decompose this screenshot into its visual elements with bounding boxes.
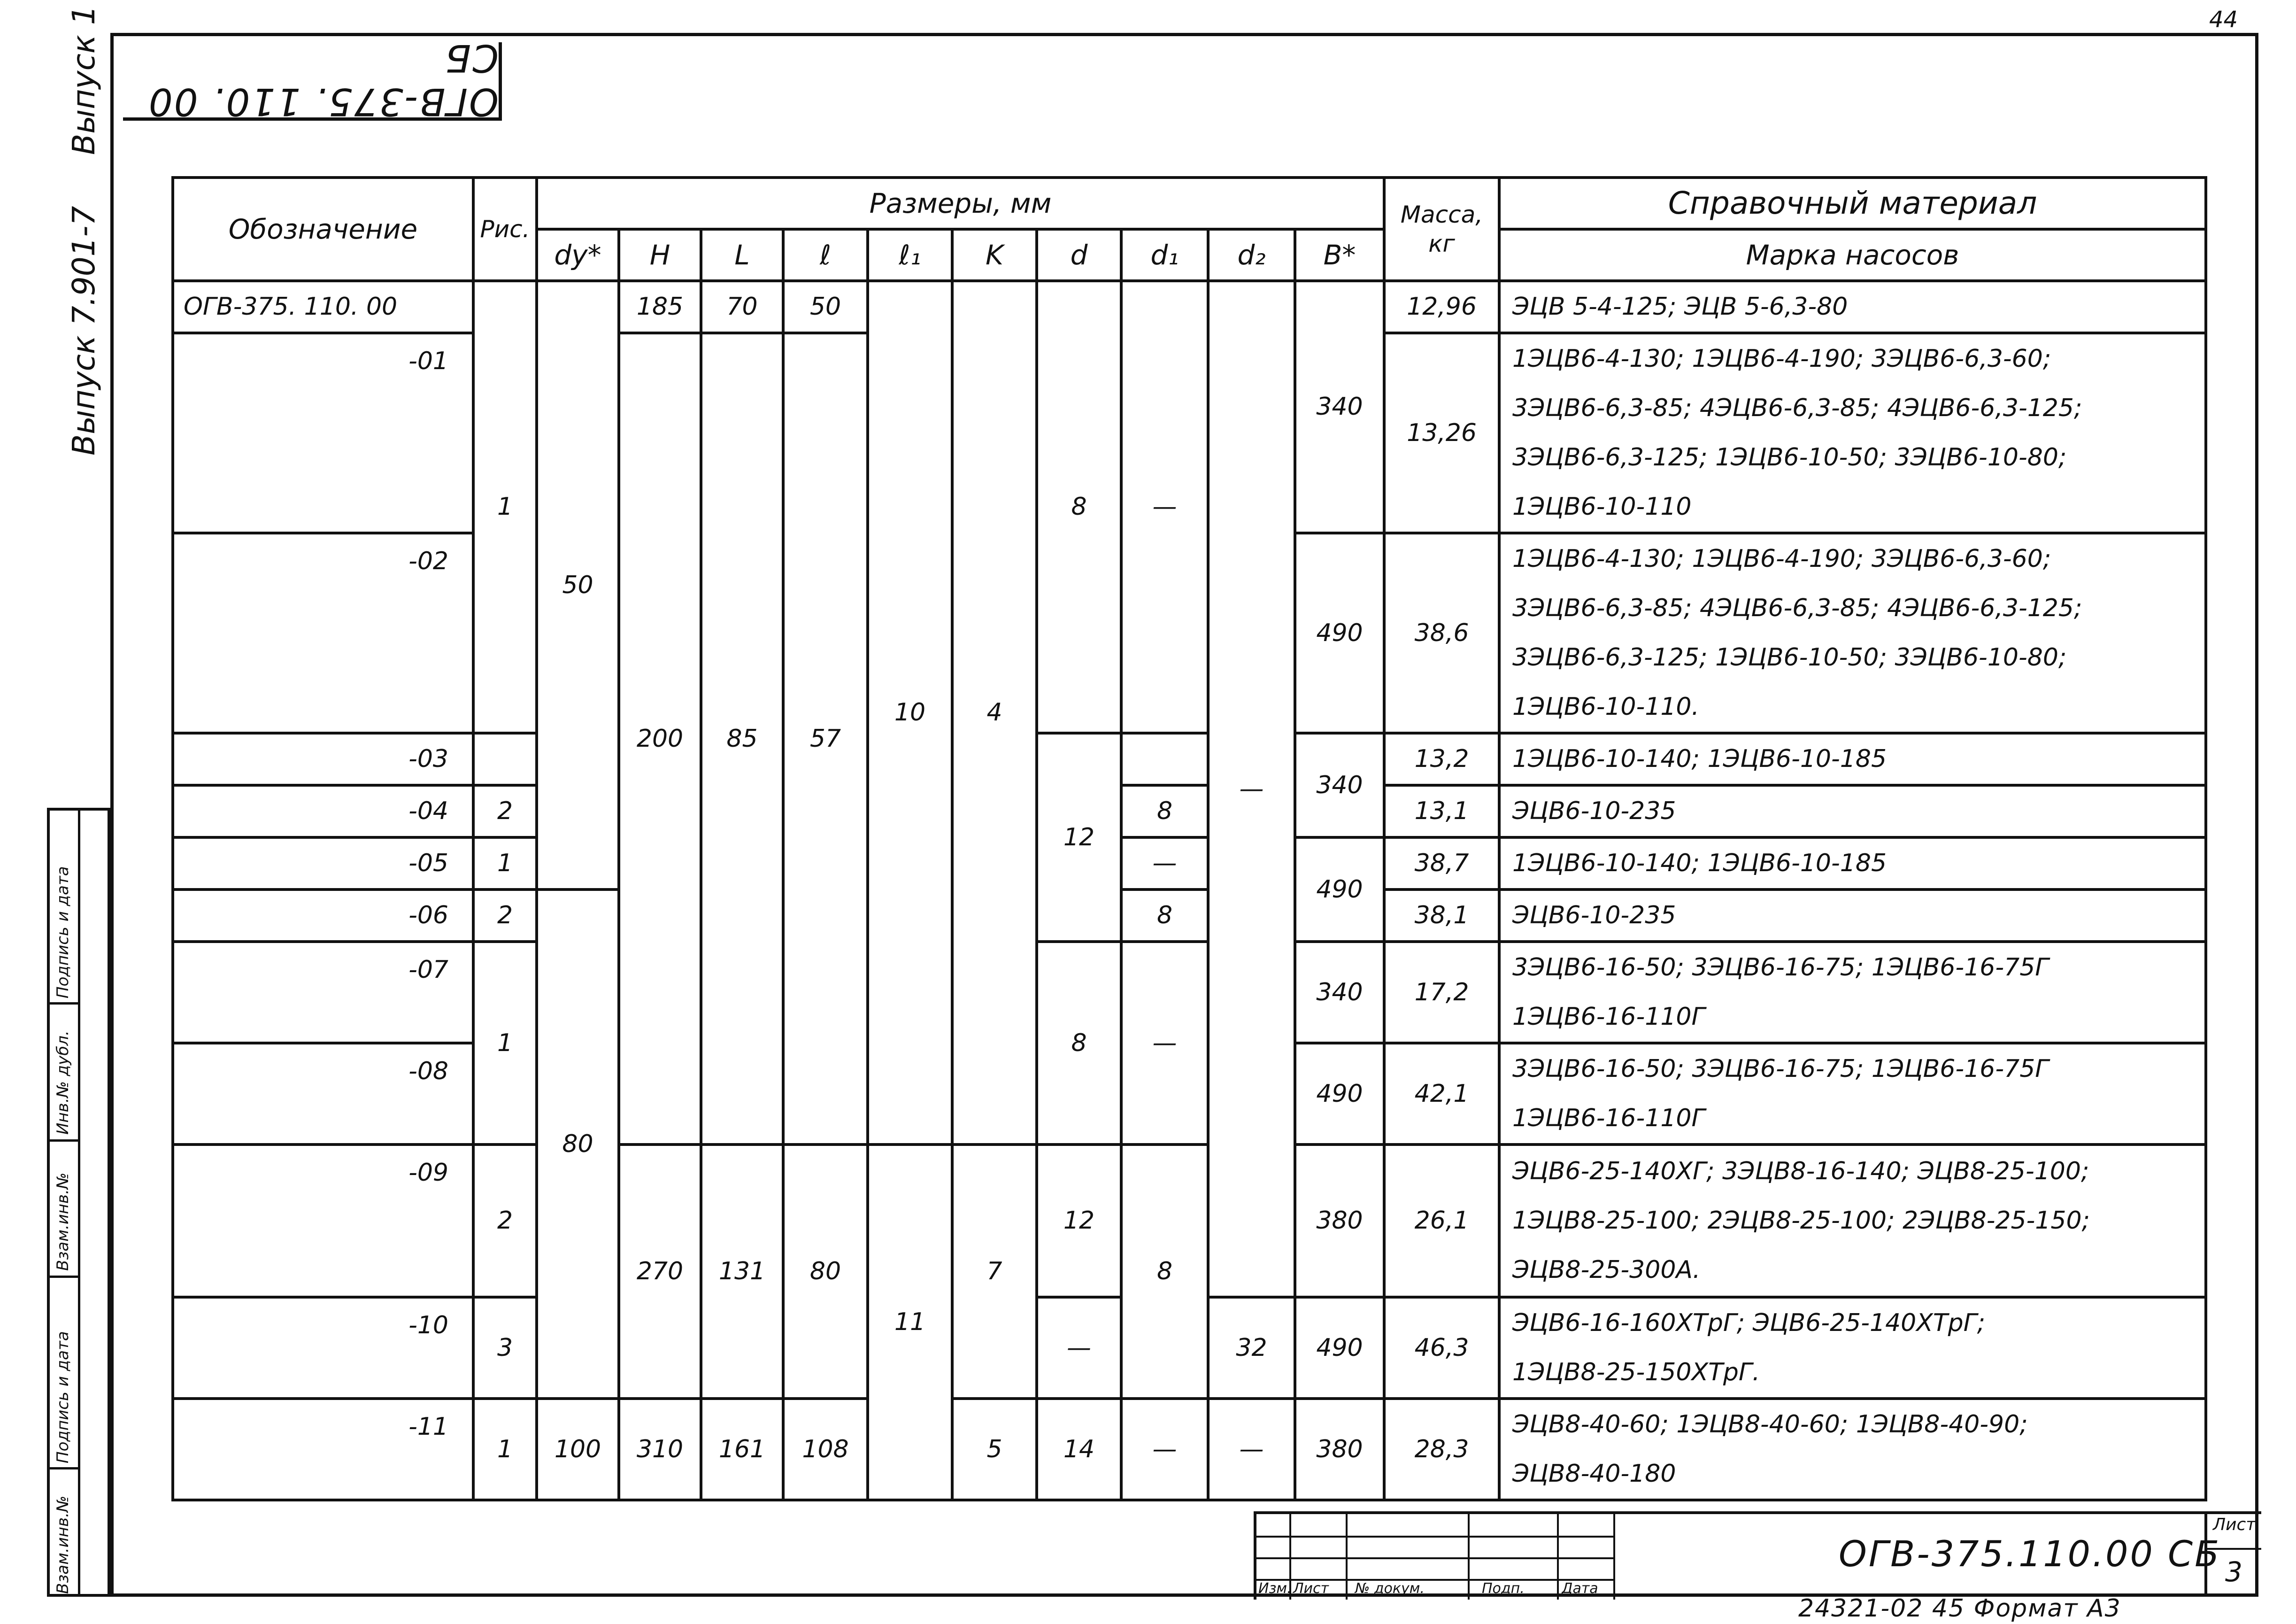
pump-line: 1ЭЦВ6-10-140; 1ЭЦВ6-10-185 — [1512, 745, 1887, 773]
pump-line: ЭЦВ6-25-140ХГ; 3ЭЦВ8-16-140; ЭЦВ8-25-100; — [1512, 1157, 2089, 1185]
side-label-3: Взам.инв.№ — [54, 1172, 72, 1271]
header-pumps: Марка насосов — [1499, 229, 2206, 281]
row-designation: -07 — [173, 942, 473, 1043]
cell-mass: 46,3 — [1384, 1297, 1499, 1399]
cell-pumps — [1499, 1145, 2206, 1297]
pump-line: ЭЦВ6-10-235 — [1512, 901, 1676, 929]
pump-line: ЭЦВ 5-4-125; ЭЦВ 5-6,3-80 — [1512, 293, 1848, 321]
cell-B: 380 — [1295, 1145, 1384, 1297]
cell-mass: 38,6 — [1384, 533, 1499, 733]
title-block — [1254, 1511, 2261, 1600]
header-l: ℓ — [783, 229, 868, 281]
cell-L: 131 — [701, 1145, 783, 1399]
side-label-2: Инв.№ дубл. — [54, 1030, 72, 1135]
pump-line: 3ЭЦВ6-6,3-85; 4ЭЦВ6-6,3-85; 4ЭЦВ6-6,3-125; — [1512, 594, 2082, 622]
cell-pumps — [1499, 1297, 2206, 1399]
margin-vypusk-1: Выпуск 1 — [66, 5, 102, 155]
cell-d1: 8 — [1121, 785, 1208, 837]
tb-header-doc: № докум. — [1355, 1580, 1425, 1597]
row-designation: -04 — [173, 785, 473, 837]
header-ref: Справочный материал — [1499, 178, 2206, 229]
cell-l: 108 — [783, 1399, 868, 1500]
tb-header-sign: Подп. — [1482, 1580, 1525, 1597]
cell-d: 12 — [1037, 733, 1121, 942]
cell-d1: — — [1121, 281, 1208, 733]
cell-fig: 2 — [473, 785, 537, 837]
pump-line: 1ЭЦВ6-16-110Г — [1512, 1003, 1705, 1031]
document-code: ОГВ-375.110.00 СБ — [1839, 1533, 2221, 1575]
row-designation: -01 — [173, 333, 473, 533]
cell-pumps — [1499, 533, 2206, 733]
row-designation: -10 — [173, 1297, 473, 1399]
cell-L: 85 — [701, 333, 783, 1145]
tb-header-date: Дата — [1562, 1580, 1598, 1597]
cell-K: 7 — [952, 1145, 1037, 1399]
header-d2: d₂ — [1208, 229, 1295, 281]
cell-pumps — [1499, 281, 2206, 333]
cell-dy: 80 — [537, 889, 619, 1399]
side-label-4: Подпись и дата — [54, 1331, 72, 1463]
cell-fig: 1 — [473, 942, 537, 1145]
header-fig: Рис. — [473, 178, 537, 281]
cell-d: 8 — [1037, 281, 1121, 733]
footer-format: 24321-02 45 Формат А3 — [1798, 1594, 2121, 1623]
cell-B: 340 — [1295, 733, 1384, 837]
cell-L: 70 — [701, 281, 783, 333]
cell-d2: — — [1208, 1399, 1295, 1500]
cell-mass: 17,2 — [1384, 942, 1499, 1043]
pump-line: 1ЭЦВ8-25-150ХТрГ. — [1512, 1358, 1760, 1386]
row-designation: -11 — [173, 1399, 473, 1500]
sheet-label: Лист — [2213, 1515, 2256, 1534]
cell-mass: 12,96 — [1384, 281, 1499, 333]
top-stamp-text: ОГВ-375. 110. 00 СБ — [147, 36, 499, 124]
cell-l: 57 — [783, 333, 868, 1145]
cell-mass: 42,1 — [1384, 1043, 1499, 1145]
cell-mass: 13,1 — [1384, 785, 1499, 837]
pump-line: 1ЭЦВ6-4-130; 1ЭЦВ6-4-190; 3ЭЦВ6-6,3-60; — [1512, 545, 2051, 573]
cell-pumps — [1499, 1043, 2206, 1145]
pump-line: 3ЭЦВ6-16-50; 3ЭЦВ6-16-75; 1ЭЦВ6-16-75Г — [1512, 953, 2049, 982]
cell-fig: 2 — [473, 1145, 537, 1297]
cell-d1: — — [1121, 942, 1208, 1145]
header-dy: dу* — [537, 229, 619, 281]
page-number: 44 — [2209, 7, 2238, 33]
cell-L: 161 — [701, 1399, 783, 1500]
cell-K: 4 — [952, 281, 1037, 1145]
row-designation: -03 — [173, 733, 473, 785]
cell-d: 12 — [1037, 1145, 1121, 1297]
cell-l1: 11 — [868, 1145, 952, 1500]
pump-line: ЭЦВ6-10-235 — [1512, 797, 1676, 825]
header-l1: ℓ₁ — [868, 229, 952, 281]
row-designation: -02 — [173, 533, 473, 733]
tb-header-list: Лист — [1293, 1580, 1329, 1597]
tb-header-izm: Изм. — [1258, 1580, 1292, 1597]
cell-pumps — [1499, 837, 2206, 889]
cell-fig: 1 — [473, 1399, 537, 1500]
pump-line: 1ЭЦВ6-10-110 — [1512, 493, 1692, 521]
row-designation: -08 — [173, 1043, 473, 1145]
pump-line: 3ЭЦВ6-6,3-125; 1ЭЦВ6-10-50; 3ЭЦВ6-10-80; — [1512, 643, 2067, 672]
pump-line: 3ЭЦВ6-16-50; 3ЭЦВ6-16-75; 1ЭЦВ6-16-75Г — [1512, 1055, 2049, 1083]
header-K: K — [952, 229, 1037, 281]
cell-l: 50 — [783, 281, 868, 333]
cell-d1: 8 — [1121, 1145, 1208, 1399]
specification-table — [171, 176, 2207, 1501]
top-stamp — [123, 36, 502, 124]
pump-line: 3ЭЦВ6-6,3-125; 1ЭЦВ6-10-50; 3ЭЦВ6-10-80; — [1512, 443, 2067, 472]
header-L: L — [701, 229, 783, 281]
sheet-number: 3 — [2225, 1556, 2242, 1588]
cell-pumps — [1499, 785, 2206, 837]
pump-line: ЭЦВ6-16-160ХТрГ; ЭЦВ6-25-140ХТрГ; — [1512, 1309, 1986, 1337]
cell-H: 185 — [619, 281, 701, 333]
header-dims: Размеры, мм — [537, 178, 1384, 229]
cell-H: 270 — [619, 1145, 701, 1399]
header-mass: Масса, кг — [1384, 178, 1499, 281]
cell-dy: 50 — [537, 281, 619, 889]
cell-mass: 13,2 — [1384, 733, 1499, 785]
side-label-1: Подпись и дата — [54, 866, 72, 998]
cell-l: 80 — [783, 1145, 868, 1399]
cell-mass: 38,7 — [1384, 837, 1499, 889]
cell-d1: — — [1121, 1399, 1208, 1500]
cell-mass: 13,26 — [1384, 333, 1499, 533]
cell-d1 — [1121, 733, 1208, 785]
cell-fig: 3 — [473, 1297, 537, 1399]
pump-line: 1ЭЦВ6-10-110. — [1512, 693, 1700, 721]
cell-K: 5 — [952, 1399, 1037, 1500]
cell-d: 14 — [1037, 1399, 1121, 1500]
cell-pumps — [1499, 733, 2206, 785]
cell-pumps — [1499, 942, 2206, 1043]
cell-mass: 28,3 — [1384, 1399, 1499, 1500]
row-designation: ОГВ-375. 110. 00 — [173, 281, 473, 333]
cell-pumps — [1499, 889, 2206, 942]
side-signature-strip — [47, 808, 110, 1597]
cell-B: 490 — [1295, 837, 1384, 942]
cell-B: 490 — [1295, 533, 1384, 733]
row-designation: -05 — [173, 837, 473, 889]
cell-B: 490 — [1295, 1297, 1384, 1399]
cell-fig: 1 — [473, 837, 537, 889]
cell-mass: 26,1 — [1384, 1145, 1499, 1297]
pump-line: ЭЦВ8-40-60; 1ЭЦВ8-40-60; 1ЭЦВ8-40-90; — [1512, 1410, 2028, 1438]
row-designation: -06 — [173, 889, 473, 942]
cell-H: 310 — [619, 1399, 701, 1500]
header-H: H — [619, 229, 701, 281]
cell-pumps — [1499, 333, 2206, 533]
cell-dy: 100 — [537, 1399, 619, 1500]
cell-pumps — [1499, 1399, 2206, 1500]
header-designation: Обозначение — [173, 178, 473, 281]
cell-fig: 2 — [473, 889, 537, 942]
cell-B: 340 — [1295, 942, 1384, 1043]
cell-d2: 32 — [1208, 1297, 1295, 1399]
sheet-box — [2204, 1511, 2261, 1597]
row-designation: -09 — [173, 1145, 473, 1297]
pump-line: 1ЭЦВ8-25-100; 2ЭЦВ8-25-100; 2ЭЦВ8-25-150; — [1512, 1206, 2090, 1235]
cell-fig — [473, 733, 537, 785]
cell-B: 490 — [1295, 1043, 1384, 1145]
cell-mass: 38,1 — [1384, 889, 1499, 942]
cell-B: 380 — [1295, 1399, 1384, 1500]
pump-line: 3ЭЦВ6-6,3-85; 4ЭЦВ6-6,3-85; 4ЭЦВ6-6,3-125; — [1512, 394, 2082, 422]
header-d1: d₁ — [1121, 229, 1208, 281]
cell-fig: 1 — [473, 281, 537, 733]
cell-d1: 8 — [1121, 889, 1208, 942]
cell-d1: — — [1121, 837, 1208, 889]
side-label-5: Взам.инв.№ — [54, 1495, 72, 1594]
cell-d: — — [1037, 1297, 1121, 1399]
header-d: d — [1037, 229, 1121, 281]
header-B: B* — [1295, 229, 1384, 281]
margin-vypusk-7901: Выпуск 7.901-7 — [66, 206, 102, 456]
cell-d: 8 — [1037, 942, 1121, 1145]
pump-line: 1ЭЦВ6-10-140; 1ЭЦВ6-10-185 — [1512, 849, 1887, 877]
cell-B: 340 — [1295, 281, 1384, 533]
pump-line: 1ЭЦВ6-16-110Г — [1512, 1104, 1705, 1132]
cell-d2: — — [1208, 281, 1295, 1297]
pump-line: ЭЦВ8-40-180 — [1512, 1460, 1676, 1488]
cell-l1: 10 — [868, 281, 952, 1145]
cell-H: 200 — [619, 333, 701, 1145]
pump-line: 1ЭЦВ6-4-130; 1ЭЦВ6-4-190; 3ЭЦВ6-6,3-60; — [1512, 345, 2051, 373]
pump-line: ЭЦВ8-25-300А. — [1512, 1256, 1701, 1284]
title-block-grid — [1256, 1514, 1613, 1600]
